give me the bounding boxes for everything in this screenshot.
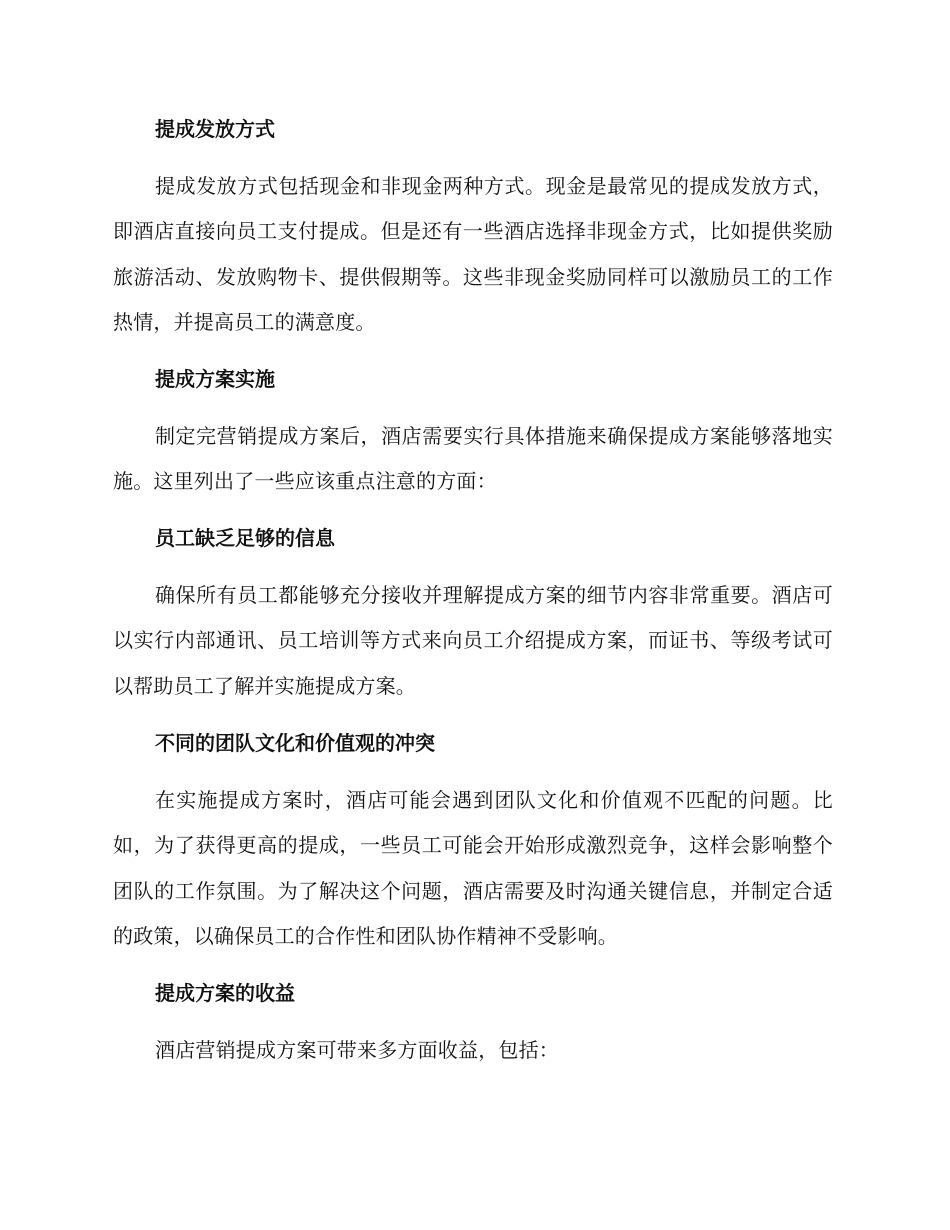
section-heading: 提成方案实施 [155,367,275,391]
section-heading: 提成方案的收益 [155,981,295,1005]
section-paragraph: 在实施提成方案时，酒店可能会遇到团队文化和价值观不匹配的问题。比如，为了获得更高的提成，一些员工可能会开始形成激烈竞争，这样会影响整个团队的工作氛围。为了解决这个问题，酒店需要及时沟通关键信息，并制定合适的政策，以确保员工的合作性和团队协作精神不受影响。 [113,788,833,949]
section-paragraph: 提成发放方式包括现金和非现金两种方式。现金是最常见的提成发放方式，即酒店直接向员工支付提成。但是还有一些酒店选择非现金方式，比如提供奖励旅游活动、发放购物卡、提供假期等。这些非现金奖励同样可以激励员工的工作热情，并提高员工的满意度。 [113,174,833,335]
section-heading: 不同的团队文化和价值观的冲突 [155,731,435,755]
section-heading: 员工缺乏足够的信息 [155,526,335,550]
section-heading: 提成发放方式 [155,117,275,141]
section-paragraph: 制定完营销提成方案后，酒店需要实行具体措施来确保提成方案能够落地实施。这里列出了一些应该重点注意的方面： [113,424,833,494]
section-paragraph: 确保所有员工都能够充分接收并理解提成方案的细节内容非常重要。酒店可以实行内部通讯、员工培训等方式来向员工介绍提成方案，而证书、等级考试可以帮助员工了解并实施提成方案。 [113,583,833,698]
section-paragraph: 酒店营销提成方案可带来多方面收益，包括： [155,1038,559,1062]
